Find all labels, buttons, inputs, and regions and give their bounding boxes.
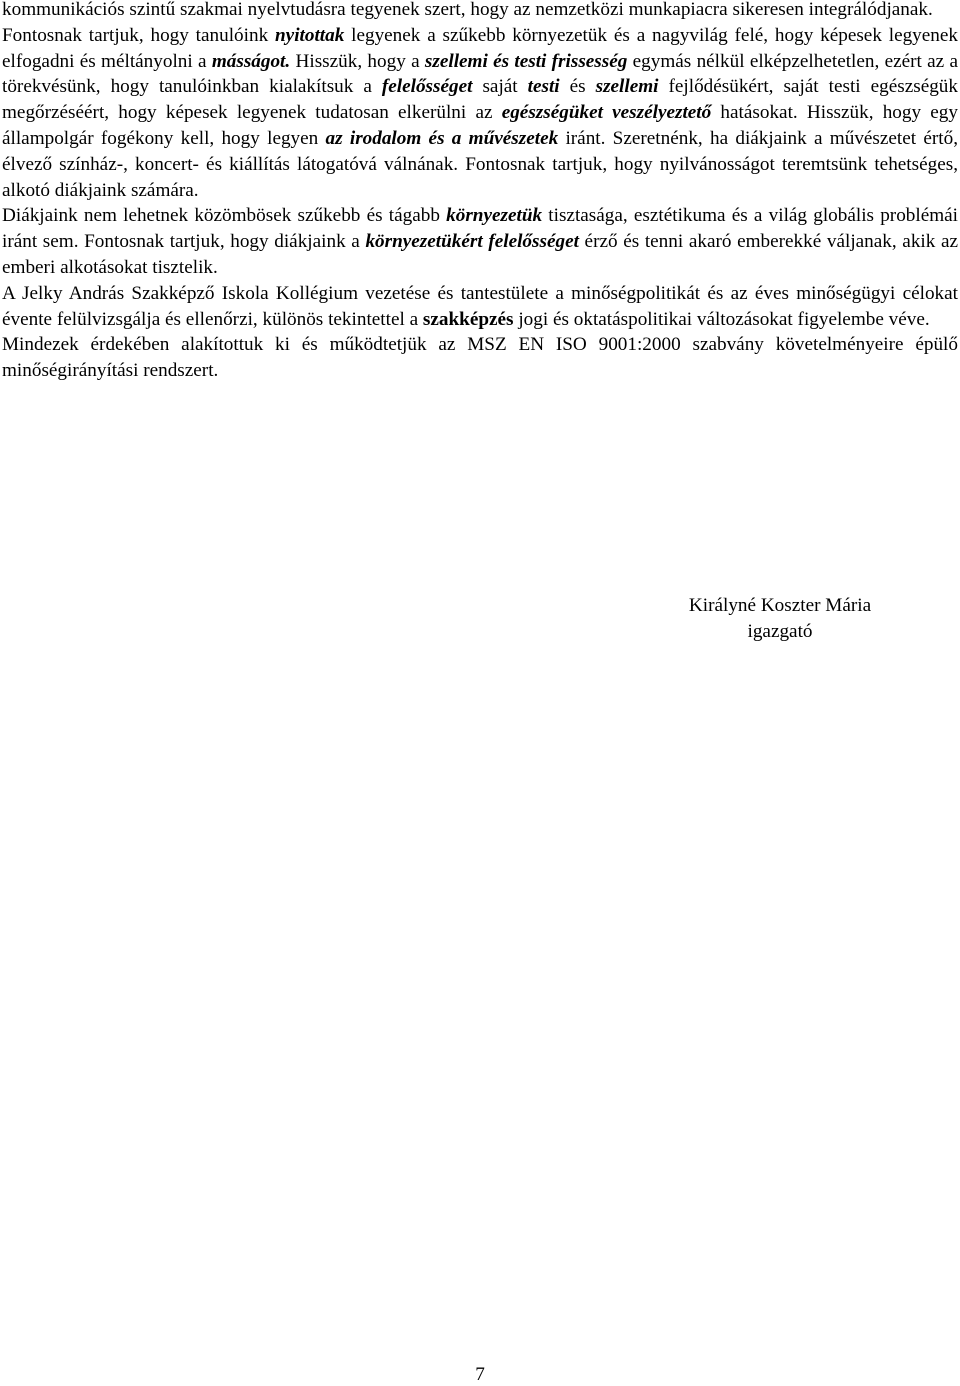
emphasis-text: az irodalom és a művészetek bbox=[325, 127, 559, 149]
text-run: iránt. Szeretnénk, ha diákjaink a művészetet értő, élvező színház-, koncert- és kiállítás látogatóvá válnának. Fontosnak tartjuk, hogy nyilvánosságot teremtsünk tehetséges, alkotó diákjaink számára. bbox=[2, 127, 958, 201]
text-run: Hisszük, hogy a bbox=[290, 50, 425, 72]
text-run: Fontosnak tartjuk, hogy tanulóink bbox=[2, 24, 275, 46]
text-run: jogi és oktatáspolitikai változásokat figyelembe véve. bbox=[513, 308, 930, 330]
emphasis-text: környezetükért felelősséget bbox=[365, 231, 579, 253]
paragraph bbox=[2, 281, 958, 333]
text-run: hatásokat. Hisszük, hogy egy állampolgár fogékony kell, hogy legyen bbox=[2, 102, 958, 149]
signature-block bbox=[640, 593, 920, 645]
paragraph bbox=[2, 332, 958, 384]
text-run: legyenek a szűkebb környezetük és a nagyvilág felé, hogy képesek legyenek elfogadni és méltányolni a bbox=[2, 24, 958, 72]
text-run: egymás nélkül elképzelhetetlen, ezért az a törekvésünk, hogy tanulóinkban kialakítsuk a bbox=[2, 50, 958, 98]
page-number: 7 bbox=[475, 1364, 485, 1385]
text-run: és bbox=[559, 76, 596, 98]
text-run: A Jelky András Szakképző Iskola Kollégium vezetése és tantestülete a minőségpolitikát és az éves minőségügyi célokat évente felülvizsgálja és ellenőrzi, különös tekintettel a bbox=[2, 282, 958, 330]
document-body bbox=[2, 0, 958, 384]
text-run: Mindezek érdekében alakítottuk ki és működtetjük az MSZ EN ISO 9001:2000 szabvány követelményeire épülő minőségirányítási rendszert. bbox=[2, 334, 958, 382]
text-run: Diákjaink nem lehetnek közömbösek szűkebb és tágabb bbox=[2, 205, 447, 227]
emphasis-text: szellemi és testi frissesség bbox=[424, 50, 628, 72]
emphasis-text: másságot. bbox=[211, 50, 291, 72]
text-run: fejlődésükért, saját testi egészségük megőrzéséért, hogy képesek legyenek tudatosan elkerülni az bbox=[2, 76, 958, 124]
paragraph bbox=[2, 203, 958, 280]
text-run: érző és tenni akaró emberekké váljanak, akik az emberi alkotásokat tisztelik. bbox=[2, 231, 958, 278]
emphasis-text: környezetük bbox=[446, 205, 543, 227]
signatory-name: Királyné Koszter Mária bbox=[688, 595, 872, 616]
paragraph bbox=[2, 23, 958, 204]
paragraph bbox=[2, 0, 958, 23]
emphasis-text: nyitottak bbox=[275, 24, 345, 46]
signatory-title: igazgató bbox=[747, 621, 813, 642]
text-run: saját bbox=[472, 76, 528, 98]
emphasis-text: testi bbox=[527, 76, 560, 98]
emphasis-text: egészségüket veszélyeztető bbox=[501, 102, 712, 124]
text-run: tisztasága, esztétikuma és a világ globális problémái iránt sem. Fontosnak tartjuk, hogy diákjaink a bbox=[2, 205, 958, 253]
text-run: kommunikációs szintű szakmai nyelvtudásra tegyenek szert, hogy az nemzetközi munkapiacra sikeresen integrálódjanak. bbox=[2, 0, 933, 20]
emphasis-text: szellemi bbox=[595, 76, 659, 98]
bold-text: szakképzés bbox=[422, 308, 514, 330]
emphasis-text: felelősséget bbox=[381, 76, 473, 98]
